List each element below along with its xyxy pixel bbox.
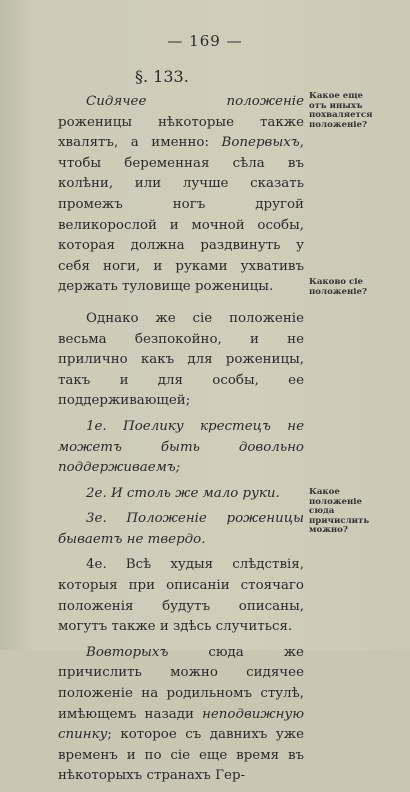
page-number: — 169 — xyxy=(167,32,243,50)
paragraph-text: ; которое съ давнихъ уже временъ и по сіе еще время въ нѣкоторыхъ странахъ Гер- xyxy=(58,727,304,784)
italic-text: 1е. Поелику крестецъ не можетъ быть довольно поддерживаемъ; xyxy=(58,418,304,476)
main-text xyxy=(58,92,304,792)
side-note-1: Какое еще отъ иныхъ похваляется положеніе? xyxy=(309,91,373,130)
section-heading: §. 133. xyxy=(135,67,189,86)
side-note-3: Какое положеніе сюда причислить можно? xyxy=(309,487,370,536)
paragraph-text: роженицы нѣкоторые также хвалятъ, а именно: xyxy=(58,114,304,151)
paragraph-text: сюда же причислить можно сидячее положеніе на родильномъ стулѣ, имѣющемъ назади xyxy=(58,644,304,722)
paragraph-4 xyxy=(58,484,304,505)
paragraph-text: , чтобы беременная сѣла въ колѣни, или лучше сказать промежъ ногъ другой великорослой и мочной особы, которая должна раздвинуть у себя ноги, и руками ухвативъ держать туловище роженицы. xyxy=(58,135,304,295)
paragraph-6: 4е. Всѣ худыя слѣдствія, которыя при описаніи стоячаго положенія будутъ описаны, могутъ также и здѣсь случиться. xyxy=(58,557,304,635)
italic-term: Вовторыхъ xyxy=(86,644,169,660)
italic-term: неподвижную спинку xyxy=(58,706,304,743)
side-note-2: Каково сіе положеніе? xyxy=(309,277,368,297)
italic-text: 3е. Положеніе роженицы бываетъ не твердо. xyxy=(58,511,304,547)
italic-term: Сидячее положеніе xyxy=(86,94,304,109)
paragraph-5 xyxy=(58,509,304,550)
italic-term: Вопервыхъ xyxy=(221,135,300,151)
paragraph-1 xyxy=(58,92,304,298)
paragraph-2: Однако же сіе положеніе весьма безпокойно, и не прилично какъ для роженицы, такъ и для особы, ее поддерживающей; xyxy=(58,310,304,409)
italic-text: 2е. И столь же мало руки. xyxy=(86,485,280,501)
paragraph-7 xyxy=(58,643,304,787)
paragraph-3 xyxy=(58,417,304,479)
